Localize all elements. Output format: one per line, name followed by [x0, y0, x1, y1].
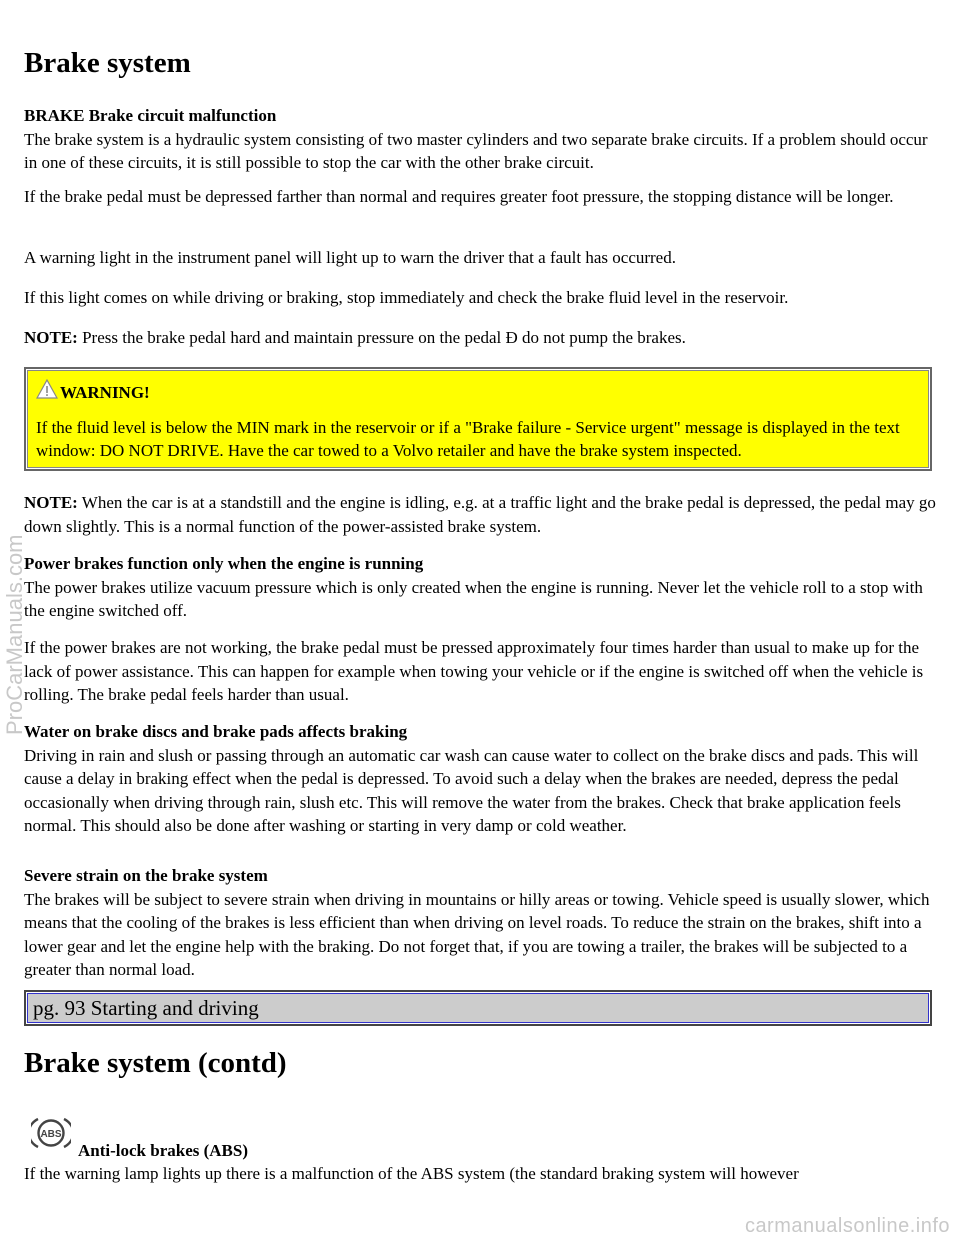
paragraph: If the power brakes are not working, the brake pedal must be pressed approximately four times harder than usual to make up for the lack of power assistance. This can happen for example when towing your vehicle or if the engine is switched off when the vehicle is rolling. The brake pedal feels harder than usual.	[24, 638, 924, 704]
section-power-brakes	[24, 552, 936, 623]
section-title: Anti-lock brakes (ABS)	[78, 1141, 249, 1160]
note-paragraph	[24, 326, 936, 350]
paragraph: If the brake pedal must be depressed farther than normal and requires greater foot pressure, the stopping distance will be longer.	[24, 187, 894, 206]
note-text: Press the brake pedal hard and maintain pressure on the pedal Đ do not pump the brakes.	[77, 328, 686, 347]
footer-watermark: carmanualsonline.info	[744, 1214, 950, 1237]
section-title: Severe strain on the brake system	[24, 866, 268, 885]
note-text: When the car is at a standstill and the engine is idling, e.g. at a traffic light and the brake pedal is depressed, the pedal may go down slightly. This is a normal function of the power-assisted brake system.	[24, 493, 936, 536]
section-brake-circuit	[24, 104, 936, 175]
warning-box	[24, 367, 932, 471]
warning-triangle-icon	[36, 379, 58, 399]
note-label: NOTE:	[24, 493, 78, 512]
paragraph: If the warning lamp lights up there is a malfunction of the ABS system (the standard braking system will however	[24, 1164, 799, 1183]
note-paragraph	[24, 491, 936, 538]
section-title: BRAKE Brake circuit malfunction	[24, 106, 277, 125]
paragraph: The power brakes utilize vacuum pressure which is only created when the engine is running. Never let the vehicle roll to a stop with the engine switched off.	[24, 577, 923, 620]
page-heading: Brake system	[24, 47, 191, 79]
paragraph: The brakes will be subject to severe strain when driving in mountains or hilly areas or towing. Vehicle speed is usually slower, which means that the cooling of the brakes is less efficient than when driving on level roads. To reduce the strain on the brakes, shift into a lower gear and let the engine help with the braking. Do not forget that, if you are towing a trailer, the brakes will be subjected to a greater than normal load.	[24, 889, 930, 979]
page-number-bar	[24, 990, 932, 1026]
page-heading-continued: Brake system (contd)	[24, 1047, 287, 1079]
side-watermark	[0, 475, 26, 745]
abs-icon-text: ABS	[40, 1129, 62, 1140]
abs-warning-icon	[31, 1115, 71, 1151]
section-title: Power brakes function only when the engine is running	[24, 554, 424, 573]
side-watermark-text: ProCarManuals.com	[2, 534, 27, 735]
paragraph: Driving in rain and slush or passing through an automatic car wash can cause water to collect on the brake discs and pads. This will cause a delay in braking effect when the pedal is depressed. To avoid such a delay when the brakes are needed, depress the pedal occasionally when driving through rain, slush etc. This will remove the water from the brakes. Check that brake application feels normal. This should also be done after washing or starting in very damp or cold weather.	[24, 745, 919, 835]
section-water-brakes	[24, 720, 936, 838]
paragraph: The brake system is a hydraulic system consisting of two master cylinders and two separate brake circuits. If a problem should occur in one of these circuits, it is still possible to stop the car with the other brake circuit.	[24, 129, 928, 172]
warning-title: WARNING!	[60, 383, 150, 402]
warning-text: If the fluid level is below the MIN mark in the reservoir or if a "Brake failure - Service urgent" message is displayed in the text window: DO NOT DRIVE. Have the car towed to a Volvo retailer and have the brake system inspected.	[36, 417, 900, 460]
paragraph: If this light comes on while driving or braking, stop immediately and check the brake fluid level in the reservoir.	[24, 288, 789, 307]
section-title: Water on brake discs and brake pads affects braking	[24, 722, 408, 741]
note-label: NOTE:	[24, 328, 78, 347]
section-severe-strain	[24, 864, 936, 982]
paragraph: A warning light in the instrument panel will light up to warn the driver that a fault has occurred.	[24, 248, 676, 267]
page-number-label: pg. 93 Starting and driving	[33, 996, 259, 1020]
